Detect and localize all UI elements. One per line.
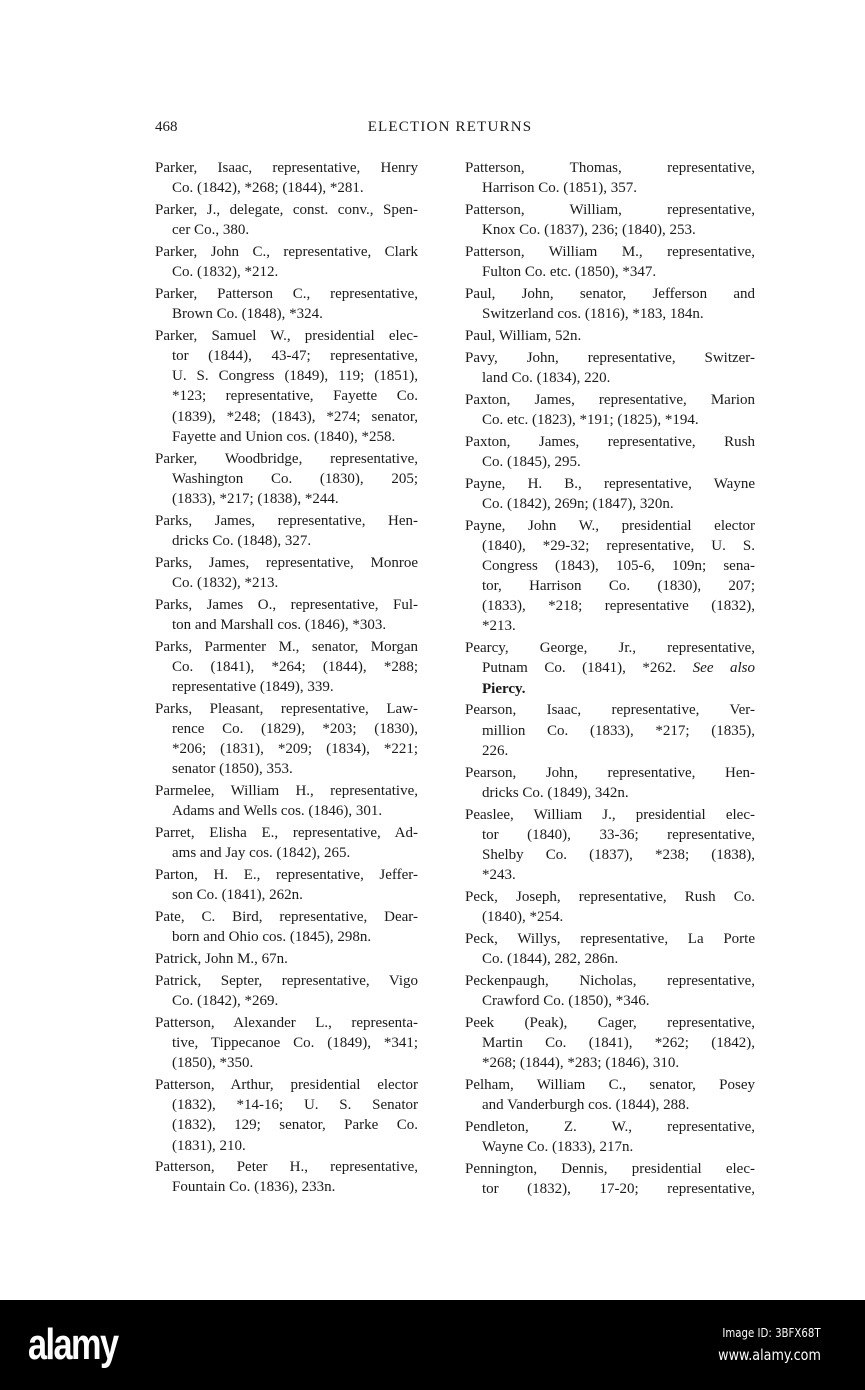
entry-line: (1831), 210.	[172, 1137, 246, 1154]
entry-line: and Vanderburgh cos. (1844), 288.	[482, 1097, 690, 1114]
index-entry	[465, 887, 755, 927]
entry-line: 226.	[482, 742, 509, 759]
entry-line: Co. (1841), *264; (1844), *288;	[172, 658, 418, 675]
entry-line: Parker, J., delegate, const. conv., Spen-	[155, 201, 418, 218]
entry-line: land Co. (1834), 220.	[482, 369, 611, 386]
index-entry	[155, 971, 418, 1011]
entry-line: million Co. (1833), *217; (1835),	[482, 722, 755, 739]
entry-line: Pennington, Dennis, presidential elec-	[465, 1160, 755, 1177]
entry-line: ams and Jay cos. (1842), 265.	[172, 845, 351, 862]
index-entry	[465, 474, 755, 514]
entry-line: *268; (1844), *283; (1846), 310.	[482, 1055, 680, 1072]
entry-line: Patterson, Alexander L., representa-	[155, 1014, 418, 1031]
entry-line: tive, Tippecanoe Co. (1849), *341;	[172, 1034, 418, 1051]
index-entry	[155, 949, 418, 969]
entry-line: Pearson, Isaac, representative, Ver-	[465, 702, 755, 719]
entry-line: Parks, Pleasant, representative, Law-	[155, 700, 418, 717]
entry-line: Parton, H. E., representative, Jeffer-	[155, 867, 418, 884]
entry-line: representative (1849), 339.	[172, 679, 334, 696]
entry-line: Parks, James, representative, Hen-	[155, 512, 418, 529]
entry-line: Parker, John C., representative, Clark	[155, 243, 418, 260]
entry-line: senator (1850), 353.	[172, 761, 293, 778]
entry-line: (1840), *29-32; representative, U. S.	[482, 537, 755, 554]
alamy-logo: alamy	[28, 1320, 118, 1369]
entry-line: Paxton, James, representative, Rush	[465, 433, 755, 450]
entry-line: dricks Co. (1848), 327.	[172, 532, 312, 549]
entry-line: Crawford Co. (1850), *346.	[482, 993, 650, 1009]
entry-line: Knox Co. (1837), 236; (1840), 253.	[482, 222, 696, 239]
entry-line: Co. (1842), *268; (1844), *281.	[172, 180, 364, 197]
entry-line: ton and Marshall cos. (1846), *303.	[172, 616, 387, 633]
entry-line: Shelby Co. (1837), *238; (1838),	[482, 846, 755, 863]
entry-line: Patterson, Peter H., representative,	[155, 1159, 418, 1176]
entry-line: U. S. Congress (1849), 119; (1851),	[172, 368, 418, 385]
entry-line: Pavy, John, representative, Switzer-	[465, 349, 755, 366]
entry-line: Co. (1832), *213.	[172, 574, 279, 591]
entry-line: son Co. (1841), 262n.	[172, 887, 303, 904]
entry-line: (1850), *350.	[172, 1055, 254, 1072]
entry-line: Parks, James O., representative, Ful-	[155, 596, 418, 613]
entry-line: rence Co. (1829), *203; (1830),	[172, 721, 418, 737]
index-entry	[465, 326, 755, 346]
index-entry	[465, 390, 755, 430]
entry-line: Paul, William, 52n.	[465, 327, 582, 344]
index-entry	[465, 158, 755, 198]
index-entry	[155, 449, 418, 510]
index-entry	[155, 284, 418, 324]
index-entry	[465, 929, 755, 969]
index-entry	[155, 200, 418, 240]
entry-line: (1832), *14-16; U. S. Senator	[172, 1097, 418, 1114]
entry-line: (1839), *248; (1843), *274; senator,	[172, 408, 418, 425]
index-entry	[465, 638, 755, 699]
index-entry	[155, 781, 418, 821]
entry-line: Pate, C. Bird, representative, Dear-	[155, 909, 418, 926]
index-entry	[465, 1159, 755, 1199]
entry-line: Co. etc. (1823), *191; (1825), *194.	[482, 411, 699, 428]
cross-reference-label: See also	[692, 660, 755, 677]
entry-line: Patterson, William, representative,	[465, 201, 755, 218]
index-entry	[155, 242, 418, 282]
entry-line: (1832), 129; senator, Parke Co.	[172, 1117, 418, 1134]
entry-line: *206; (1831), *209; (1834), *221;	[172, 741, 418, 758]
index-entry	[155, 158, 418, 198]
entry-line	[465, 658, 755, 678]
entry-text: Putnam Co. (1841), *262.	[482, 660, 693, 677]
entry-line: Parret, Elisha E., representative, Ad-	[155, 825, 418, 842]
page-number: 468	[155, 119, 178, 135]
index-column-left	[155, 158, 418, 1198]
entry-line: Paul, John, senator, Jefferson and	[465, 285, 755, 302]
entry-line: Adams and Wells cos. (1846), 301.	[172, 803, 383, 820]
entry-line: Harrison Co. (1851), 357.	[482, 180, 637, 197]
entry-line: cer Co., 380.	[172, 222, 250, 239]
entry-line: tor, Harrison Co. (1830), 207;	[482, 578, 755, 595]
entry-line: (1833), *218; representative (1832),	[482, 598, 755, 615]
entry-line: Peek (Peak), Cager, representative,	[465, 1014, 755, 1031]
image-id: Image ID: 3BFX68T	[722, 1326, 821, 1340]
entry-line: Wayne Co. (1833), 217n.	[482, 1139, 634, 1156]
entry-line: tor (1840), 33-36; representative,	[482, 826, 755, 843]
entry-line: Co. (1844), 282, 286n.	[482, 951, 619, 968]
index-entry	[465, 242, 755, 282]
entry-line: Brown Co. (1848), *324.	[172, 306, 323, 323]
entry-line: Congress (1843), 105-6, 109n; sena-	[482, 557, 755, 574]
cross-reference-name: Piercy.	[482, 680, 526, 697]
entry-line: Fulton Co. etc. (1850), *347.	[482, 264, 657, 281]
entry-line: Patrick, Septer, representative, Vigo	[155, 972, 418, 989]
index-entry	[465, 1117, 755, 1157]
index-entry	[465, 432, 755, 472]
watermark-bar	[0, 1300, 865, 1390]
entry-line: Parker, Samuel W., presidential elec-	[155, 327, 418, 344]
index-entry	[155, 823, 418, 863]
entry-line: Pearcy, George, Jr., representative,	[465, 640, 755, 657]
entry-line: Switzerland cos. (1816), *183, 184n.	[482, 306, 704, 323]
index-entry	[465, 516, 755, 637]
index-entry	[155, 637, 418, 698]
running-title: ELECTION RETURNS	[367, 119, 533, 135]
index-entry	[155, 1157, 418, 1197]
index-entry	[155, 595, 418, 635]
entry-line: Patterson, Arthur, presidential elector	[155, 1076, 418, 1093]
index-entry	[465, 971, 755, 1011]
index-entry	[155, 1013, 418, 1074]
entry-line: born and Ohio cos. (1845), 298n.	[172, 929, 372, 946]
index-entry	[465, 200, 755, 240]
entry-line: Peck, Joseph, representative, Rush Co.	[465, 888, 755, 905]
entry-line: dricks Co. (1849), 342n.	[482, 784, 629, 801]
entry-line: Parks, Parmenter M., senator, Morgan	[155, 638, 418, 655]
index-entry	[465, 805, 755, 886]
entry-line: Payne, H. B., representative, Wayne	[465, 475, 755, 492]
index-entry	[155, 699, 418, 780]
index-entry	[155, 865, 418, 905]
site-url: www.alamy.com	[718, 1346, 821, 1364]
index-entry	[465, 1013, 755, 1074]
entry-line: Parker, Isaac, representative, Henry	[155, 160, 418, 176]
index-entry	[465, 763, 755, 803]
entry-line: Parker, Woodbridge, representative,	[155, 450, 418, 467]
entry-line: tor (1832), 17-20; representative,	[482, 1181, 755, 1198]
entry-line: Parks, James, representative, Monroe	[155, 554, 418, 571]
entry-line: (1833), *217; (1838), *244.	[172, 490, 339, 507]
entry-line: Co. (1832), *212.	[172, 264, 279, 281]
index-entry	[155, 511, 418, 551]
index-column-right	[465, 158, 755, 1199]
entry-line: Washington Co. (1830), 205;	[172, 470, 418, 487]
entry-line: Payne, John W., presidential elector	[465, 517, 755, 534]
entry-line: Pelham, William C., senator, Posey	[465, 1076, 755, 1093]
entry-line: Paxton, James, representative, Marion	[465, 391, 755, 408]
entry-line: Peaslee, William J., presidential elec-	[465, 806, 755, 823]
index-entry	[155, 326, 418, 447]
entry-line: Co. (1845), 295.	[482, 453, 581, 470]
index-entry	[155, 907, 418, 947]
entry-line: Martin Co. (1841), *262; (1842),	[482, 1034, 755, 1051]
entry-line: Co. (1842), 269n; (1847), 320n.	[482, 495, 674, 512]
index-entry	[465, 284, 755, 324]
entry-line: *123; representative, Fayette Co.	[172, 388, 418, 405]
entry-line: Peckenpaugh, Nicholas, representative,	[465, 972, 755, 989]
index-entry	[155, 553, 418, 593]
entry-line: *243.	[482, 867, 516, 884]
entry-line: Parmelee, William H., representative,	[155, 783, 418, 800]
index-entry	[465, 700, 755, 761]
entry-line: *213.	[482, 618, 516, 635]
entry-line: Peck, Willys, representative, La Porte	[465, 930, 755, 947]
entry-line: Fayette and Union cos. (1840), *258.	[172, 428, 396, 445]
entry-line: Patterson, William M., representative,	[465, 243, 755, 260]
index-entry	[465, 348, 755, 388]
entry-line: Pearson, John, representative, Hen-	[465, 764, 755, 781]
index-entry	[465, 1075, 755, 1115]
entry-line: (1840), *254.	[482, 909, 564, 926]
entry-line: Pendleton, Z. W., representative,	[465, 1118, 755, 1135]
entry-line	[465, 679, 755, 699]
entry-line: Fountain Co. (1836), 233n.	[172, 1179, 336, 1196]
entry-line: Patrick, John M., 67n.	[155, 951, 288, 968]
entry-line: Patterson, Thomas, representative,	[465, 160, 755, 176]
entry-line: Parker, Patterson C., representative,	[155, 285, 418, 302]
entry-line: Co. (1842), *269.	[172, 993, 279, 1009]
entry-line: tor (1844), 43-47; representative,	[172, 348, 418, 365]
index-entry	[155, 1075, 418, 1156]
